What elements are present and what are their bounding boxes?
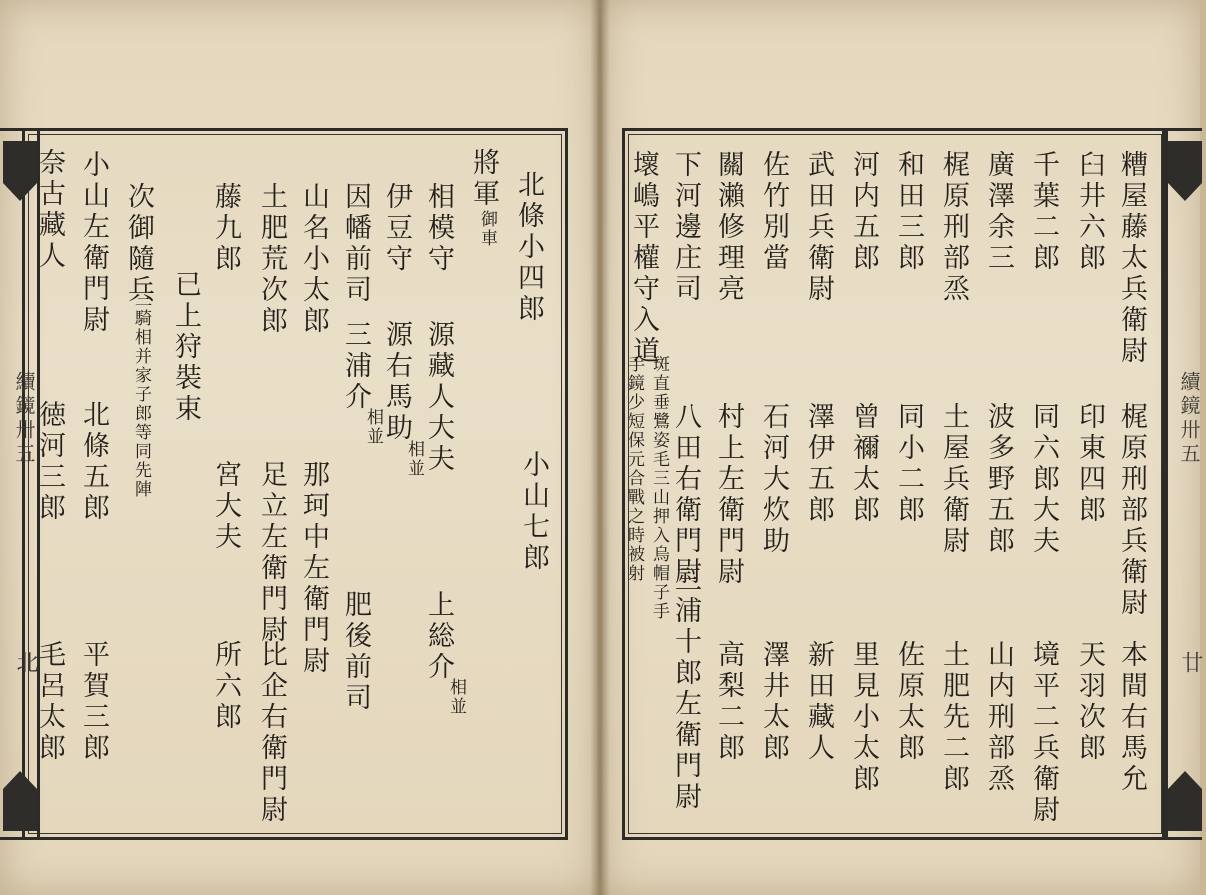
text-column: 已上狩裝束	[170, 270, 201, 425]
text-column: 山内刑部烝	[983, 640, 1014, 795]
text-column: 佐竹別當	[758, 150, 789, 274]
text-column: 印東四郎	[1074, 402, 1105, 526]
text-column: 臼井六郎	[1074, 150, 1105, 274]
text-column: 相模守	[423, 182, 454, 275]
right-center-column	[1162, 128, 1202, 840]
text-column: 澤井太郎	[758, 640, 789, 764]
text-column: 里見小太郎	[848, 640, 879, 795]
text-column: 河内五郎	[848, 150, 879, 274]
text-column: 天羽次郎	[1074, 640, 1105, 764]
text-column: 相並	[404, 440, 424, 478]
text-column: 御車	[477, 210, 497, 248]
text-column: 千葉二郎	[1028, 150, 1059, 274]
text-column: 八田右衛門尉	[670, 402, 701, 588]
text-column: 北條小四郎	[513, 170, 544, 325]
text-column: 土肥荒次郎	[256, 182, 287, 337]
left-margin-title: 續鏡卅五	[12, 371, 36, 467]
text-column: 澤伊五郎	[803, 402, 834, 526]
text-column: 斑直垂鷺姿毛三山押入烏帽子手	[649, 355, 669, 621]
text-column: 手鏡少短保元合戰之時被射	[624, 355, 644, 583]
right-margin-title: 續鏡卅五	[1177, 371, 1201, 467]
text-column: 高梨二郎	[713, 640, 744, 764]
text-column: 小山左衛門尉	[78, 150, 109, 336]
text-column: 曾禰太郎	[848, 402, 879, 526]
text-column: 次御隨兵	[123, 182, 154, 306]
text-column: 山名小太郎	[298, 182, 329, 337]
text-column: 徳河三郎	[34, 400, 65, 524]
text-column: 土屋兵衛尉	[938, 402, 969, 557]
text-column: 相並	[446, 678, 466, 716]
book-gutter	[590, 0, 610, 895]
text-column: 奈古藏人	[34, 148, 65, 272]
text-column: 因幡前司	[340, 182, 371, 306]
text-column: 肥後前司	[340, 590, 371, 714]
text-column: 小山七郎	[518, 450, 549, 574]
text-column: 關瀨修理亮	[713, 150, 744, 305]
fish-tail-mark-top	[1168, 141, 1202, 201]
text-column: 藤九郎	[210, 182, 241, 275]
text-column: 土肥先二郎	[938, 640, 969, 795]
text-column: 武田兵衛尉	[803, 150, 834, 305]
text-column: 平賀三郎	[78, 640, 109, 764]
text-column: 上総介	[423, 590, 454, 683]
text-column: 那珂中左衛門尉	[298, 460, 329, 677]
fish-tail-mark-bottom	[3, 771, 37, 831]
text-column: 佐原太郎	[893, 640, 924, 764]
text-column: 相並	[363, 408, 383, 446]
text-column: 梶原刑部兵衛尉	[1116, 402, 1147, 619]
fish-tail-mark-bottom	[1168, 771, 1202, 831]
text-column: 比企右衛門尉	[256, 640, 287, 826]
text-column: 梶原刑部烝	[938, 150, 969, 305]
text-column: 毛呂太郎	[34, 640, 65, 764]
text-column: 足立左衛門尉	[256, 460, 287, 646]
text-column: 三浦介	[340, 320, 371, 413]
right-margin-folio: 廿	[1178, 651, 1203, 677]
text-column: 波多野五郎	[983, 402, 1014, 557]
text-column: 下河邊庄司	[670, 150, 701, 305]
text-column: 糟屋藤太兵衛尉	[1116, 150, 1147, 367]
text-column: 本間右馬允	[1116, 640, 1147, 795]
text-column: 北條五郎	[78, 400, 109, 524]
text-column: 源藏人大夫	[423, 320, 454, 475]
text-column: 宮大夫	[210, 460, 241, 553]
text-column: 村上左衛門尉	[713, 402, 744, 588]
text-column: 新田藏人	[803, 640, 834, 764]
text-column: 同六郎大夫	[1028, 402, 1059, 557]
text-column: 壞嶋平權守入道	[628, 150, 659, 367]
text-column: 源右馬助	[381, 320, 412, 444]
fish-tail-mark-top	[3, 141, 37, 201]
text-column: 所六郎	[210, 640, 241, 733]
text-column: 三騎相并家子郎等同先陣	[131, 290, 151, 499]
text-column: 同小二郎	[893, 402, 924, 526]
text-column: 和田三郎	[893, 150, 924, 274]
text-column: 石河大炊助	[758, 402, 789, 557]
text-column: 伊豆守	[381, 182, 412, 275]
text-column: 三浦十郎左衛門尉	[670, 565, 701, 813]
text-column: 廣澤余三	[983, 150, 1014, 274]
text-column: 將軍	[468, 148, 499, 210]
left-margin-folio: 北	[13, 651, 38, 677]
text-column: 境平二兵衛尉	[1028, 640, 1059, 826]
